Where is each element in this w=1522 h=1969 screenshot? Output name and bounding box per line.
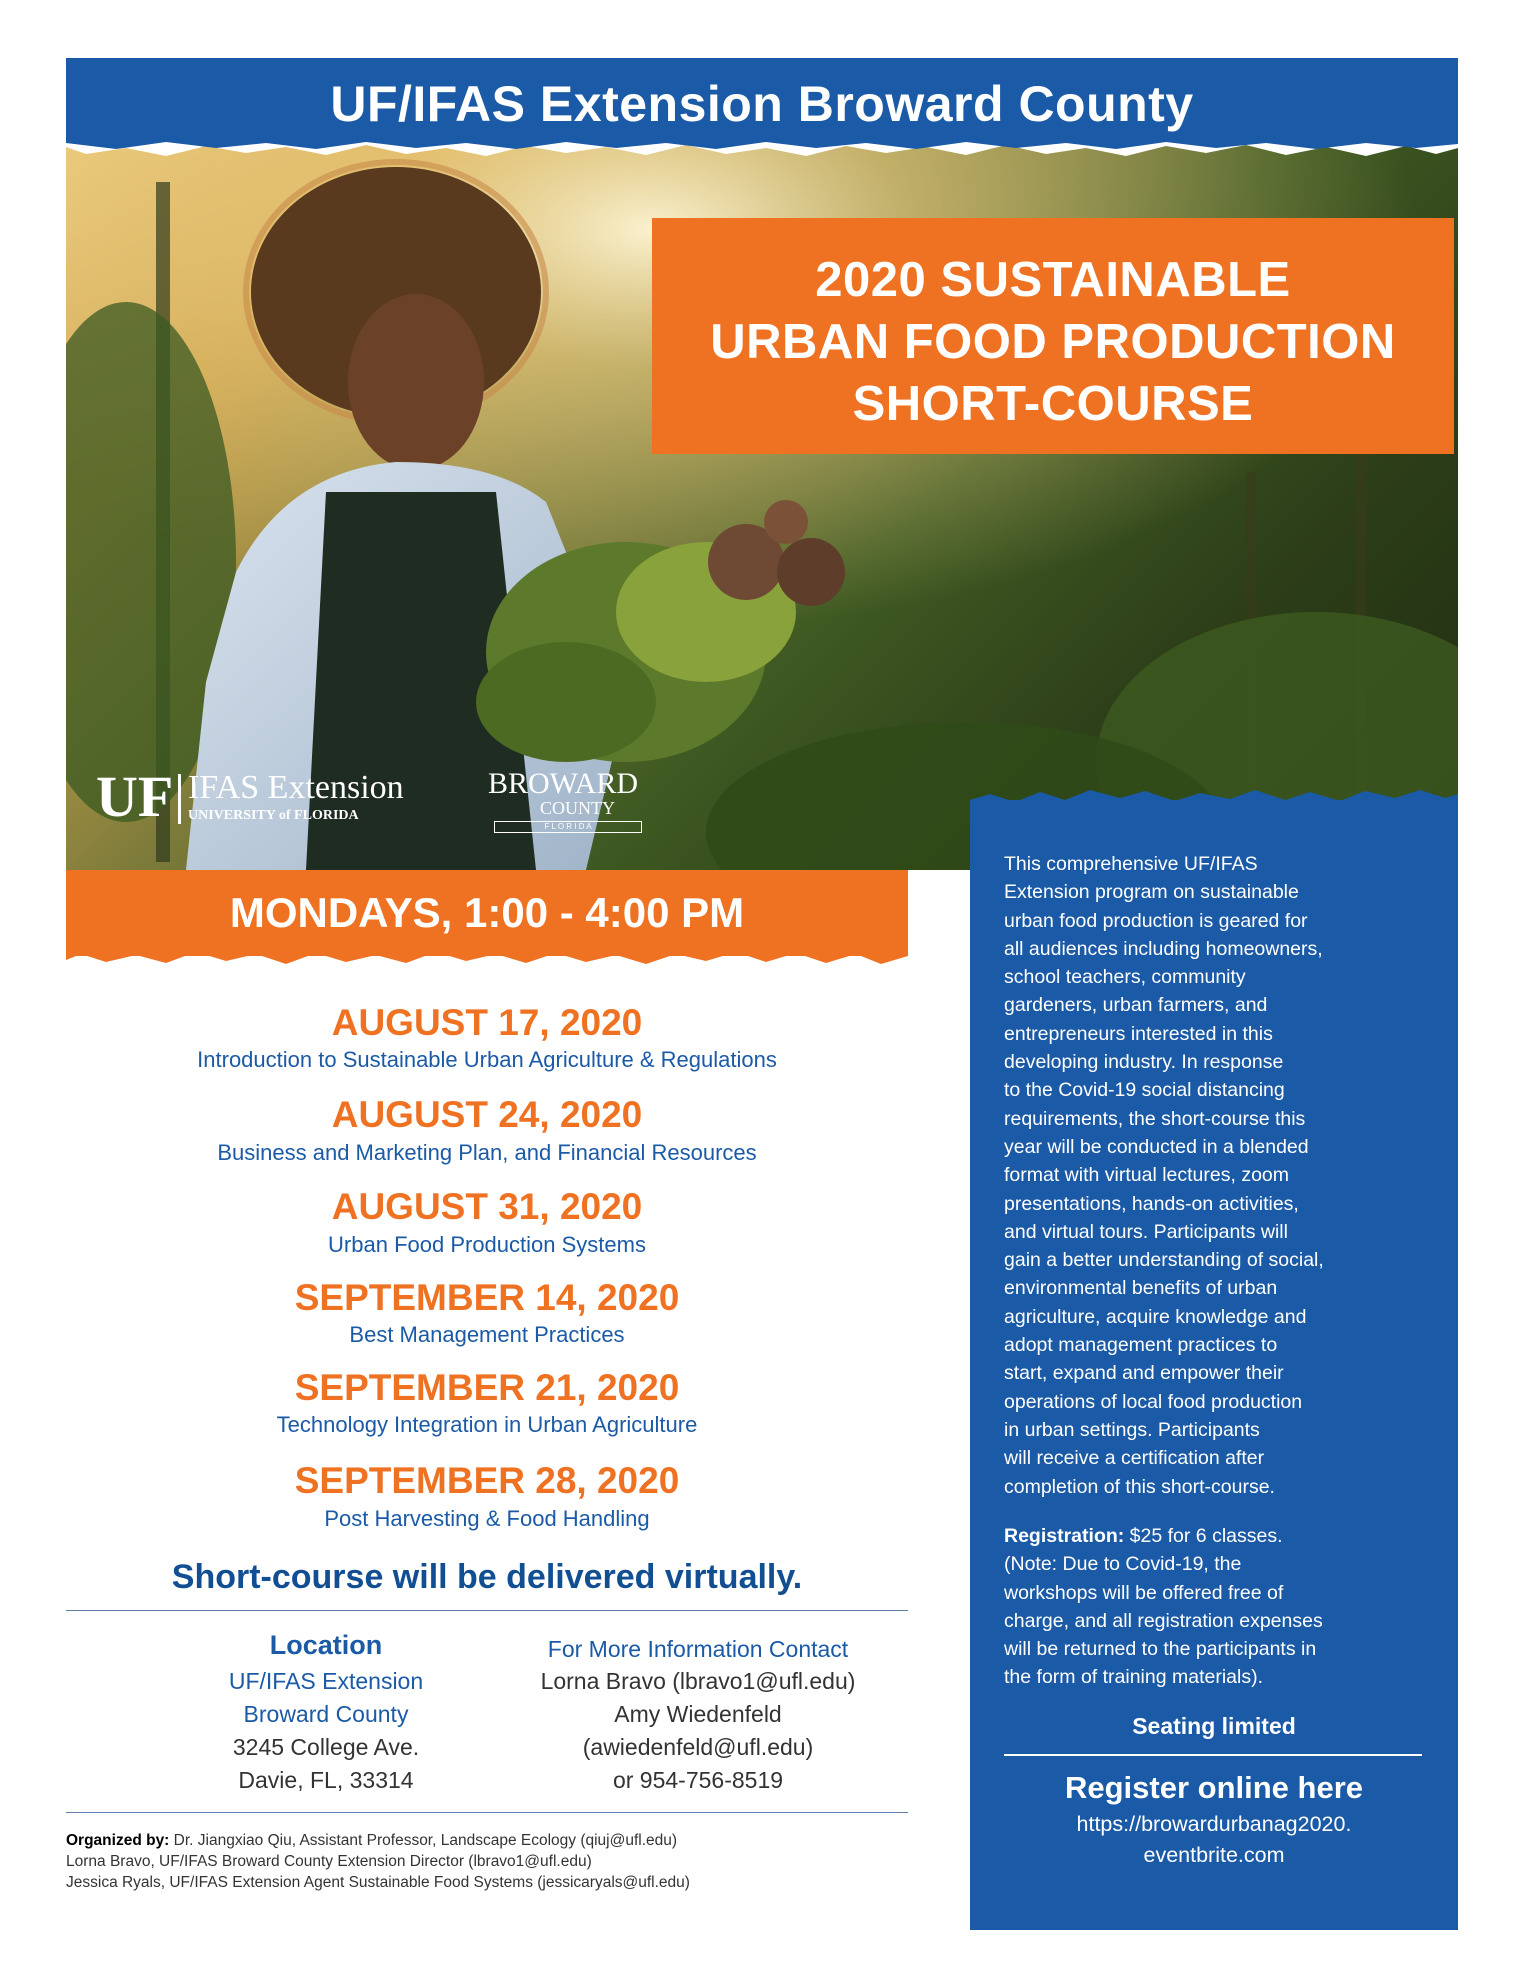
description-line: urban food production is geared for <box>1004 909 1308 932</box>
location-city: Davie, FL, 33314 <box>238 1767 414 1793</box>
uf-university-text: UNIVERSITY of FLORIDA <box>188 808 359 823</box>
registration-info <box>1004 1522 1434 1692</box>
description-line: will receive a certification after <box>1004 1447 1265 1470</box>
session-topic: Business and Marketing Plan, and Financial Resources <box>217 1140 757 1165</box>
schedule-header-text: MONDAYS, 1:00 - 4:00 PM <box>229 889 745 936</box>
registration-line <box>1004 1522 1434 1550</box>
location-name-2: Broward County <box>243 1701 409 1727</box>
session-date: AUGUST 24, 2020 <box>331 1094 643 1135</box>
description-line: developing industry. In response <box>1004 1051 1284 1074</box>
uf-logo-divider <box>178 774 181 824</box>
description-line: presentations, hands-on activities, <box>1004 1192 1299 1215</box>
course-title-line-2: URBAN FOOD PRODUCTION <box>710 315 1396 369</box>
register-url-line-2[interactable]: eventbrite.com <box>1143 1843 1285 1867</box>
description-line: school teachers, community <box>1004 966 1246 989</box>
panel-torn-edge <box>970 786 1458 810</box>
header-title: UF/IFAS Extension Broward County <box>330 76 1194 132</box>
organizers-label: Organized by: <box>66 1832 170 1849</box>
virtual-delivery-note: Short-course will be delivered virtually. <box>171 1558 803 1596</box>
session-topic: Technology Integration in Urban Agriculture <box>276 1412 698 1437</box>
registration-line: (Note: Due to Covid-19, the <box>1004 1553 1242 1576</box>
uf-ifas-text: IFAS Extension <box>188 769 404 806</box>
session-date: SEPTEMBER 14, 2020 <box>294 1277 680 1318</box>
contact-line-2: Amy Wiedenfeld <box>614 1701 782 1727</box>
description-line: format with virtual lectures, zoom <box>1004 1164 1290 1187</box>
description-line: all audiences including homeowners, <box>1004 937 1323 960</box>
registration-line: charge, and all registration expenses <box>1004 1609 1323 1632</box>
session-topic: Introduction to Sustainable Urban Agriculture & Regulations <box>197 1047 777 1072</box>
registration-fee: $25 for 6 classes. <box>1124 1525 1283 1547</box>
session-date: AUGUST 31, 2020 <box>331 1186 643 1227</box>
description-line: in urban settings. Participants <box>1004 1418 1260 1441</box>
panel-divider <box>1004 1754 1422 1756</box>
registration-line: the form of training materials). <box>1004 1666 1264 1689</box>
description-line: gardeners, urban farmers, and <box>1004 994 1268 1017</box>
description-line: agriculture, acquire knowledge and <box>1004 1305 1307 1328</box>
contact-line-4: or 954-756-8519 <box>612 1767 784 1793</box>
description-line: environmental benefits of urban <box>1004 1277 1278 1300</box>
register-url-line-1[interactable]: https://browardurbanag2020. <box>1076 1812 1352 1836</box>
description-line: to the Covid-19 social distancing <box>1004 1079 1285 1102</box>
session-date: SEPTEMBER 28, 2020 <box>294 1460 680 1501</box>
session-topic: Best Management Practices <box>349 1322 625 1347</box>
description-line: completion of this short-course. <box>1004 1475 1275 1498</box>
divider-top <box>66 1610 908 1611</box>
register-heading: Register online here <box>1064 1770 1364 1805</box>
registration-line: workshops will be offered free of <box>1004 1581 1284 1604</box>
description-line: requirements, the short-course this <box>1004 1107 1306 1130</box>
organizer-1: Dr. Jiangxiao Qiu, Assistant Professor, Landscape Ecology (qiuj@ufl.edu) <box>169 1832 678 1849</box>
schedule-header-bar <box>66 870 908 956</box>
location-name-1: UF/IFAS Extension <box>228 1668 424 1694</box>
broward-state-text: F L O R I D A <box>494 821 642 833</box>
description-line: This comprehensive UF/IFAS <box>1004 853 1258 875</box>
description-line: entrepreneurs interested in this <box>1004 1022 1273 1045</box>
course-title-line-1: 2020 SUSTAINABLE <box>815 253 1291 307</box>
course-title-line-3: SHORT-COURSE <box>852 377 1254 431</box>
broward-county-text: COUNTY <box>540 798 615 818</box>
session-topic: Post Harvesting & Food Handling <box>324 1506 650 1531</box>
uf-mark: UF <box>96 764 174 829</box>
seating-limited: Seating limited <box>1132 1713 1296 1739</box>
description-line: gain a better understanding of social, <box>1004 1249 1324 1272</box>
course-title-box <box>652 218 1454 454</box>
description-line: year will be conducted in a blended <box>1004 1135 1309 1158</box>
session-date: AUGUST 17, 2020 <box>331 1002 643 1043</box>
contact-line-3: (awiedenfeld@ufl.edu) <box>582 1734 814 1760</box>
location-heading: Location <box>269 1630 383 1660</box>
description-line: operations of local food production <box>1004 1390 1303 1413</box>
description-line: start, expand and empower their <box>1004 1362 1284 1385</box>
registration-line: will be returned to the participants in <box>1004 1638 1317 1661</box>
program-description <box>1004 850 1434 1501</box>
description-line: adopt management practices to <box>1004 1334 1278 1357</box>
header-banner <box>66 58 1458 150</box>
contact-line-1: Lorna Bravo (lbravo1@ufl.edu) <box>540 1668 856 1694</box>
session-date: SEPTEMBER 21, 2020 <box>294 1367 680 1408</box>
header-torn-edge <box>66 140 1458 162</box>
schedule-torn-edge <box>66 948 908 972</box>
registration-label: Registration: <box>1004 1525 1125 1547</box>
organizer-2: Lorna Bravo, UF/IFAS Broward County Extension Director (lbravo1@ufl.edu) <box>66 1853 592 1870</box>
description-line: Extension program on sustainable <box>1004 881 1299 904</box>
contact-heading: For More Information Contact <box>547 1636 849 1662</box>
organizer-3: Jessica Ryals, UF/IFAS Extension Agent Sustainable Food Systems (jessicaryals@ufl.edu) <box>66 1874 690 1891</box>
description-line: and virtual tours. Participants will <box>1004 1220 1288 1243</box>
divider-bottom <box>66 1812 908 1813</box>
organizers-line-1 <box>66 1832 908 1850</box>
broward-name: BROWARD <box>488 767 639 800</box>
session-topic: Urban Food Production Systems <box>328 1232 646 1257</box>
location-street: 3245 College Ave. <box>232 1734 420 1760</box>
